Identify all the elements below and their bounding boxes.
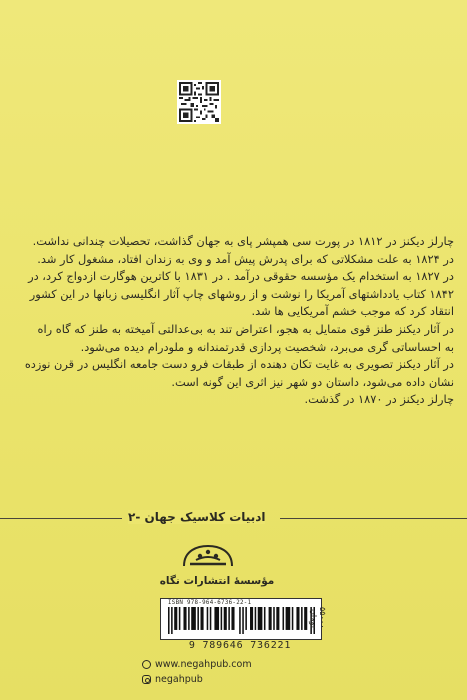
series-rule-left: [0, 518, 122, 519]
publisher-name: مؤسسهٔ انتشارات نگاه: [159, 575, 275, 587]
bio-line: انتقاد کرد که موجب خشم آمریکایی ها شد.: [251, 304, 454, 319]
bio-line: به احساساتی گری می‌برد، شخصیت پردازی قدرتمندانه و ملودرام دیده می‌شود.: [80, 339, 454, 354]
barcode-number: 9 789646 736221: [188, 640, 292, 651]
bio-line: چارلز دیکنز در ۱۸۷۰ در گذشت.: [304, 392, 454, 407]
isbn-label: ISBN 978-964-6736-22-1: [168, 600, 252, 606]
website-link[interactable]: www.negahpub.com: [155, 659, 252, 670]
website-row: [142, 659, 252, 670]
instagram-row: [142, 674, 203, 685]
price-label: ۵۵۰۰۰ تومان: [309, 607, 327, 629]
barcode: [168, 607, 315, 634]
bio-line: در آثار دیکنز تصویری به غایت تکان دهنده از طبقات فرو دست جامعه انگلیس در قرن نوزده: [24, 357, 454, 372]
qr-code: [177, 80, 221, 124]
bio-line: نشان داده می‌شود، داستان دو شهر نیز اثری این گونه است.: [171, 374, 454, 389]
bio-line: در ۱۸۲۴ به علت مشکلاتی که برای پدرش پیش آمد و وی به زندان افتاد، مشغول کار شد.: [37, 251, 454, 266]
instagram-icon: [142, 675, 151, 684]
series-rule-right: [280, 518, 467, 519]
bio-line: در ۱۸۲۷ به استخدام یک مؤسسه حقوقی درآمد . در ۱۸۳۱ با کاترین هوگارت ازدواج کرد، در: [28, 269, 454, 284]
globe-icon: [142, 660, 151, 669]
bio-line: چارلز دیکنز در ۱۸۱۲ در پورت سی همپشر پای به جهان گذاشت، تحصیلات چندانی نداشت.: [32, 234, 454, 248]
bio-line: ۱۸۴۲ کتاب یادداشتهای آمریکا را نوشت و از روشهای چاپ آثار انگلیسی زبانها در این کشور: [29, 286, 454, 301]
bio-line: در آثار دیکنز طنز قوی متمایل به هجو، اعتراض تند به بی‌عدالتی آمیخته به طنز که گاه راه: [37, 321, 454, 336]
instagram-handle[interactable]: negahpub: [155, 674, 203, 685]
publisher-logo: [178, 540, 238, 572]
series-label: ادبیات کلاسیک جهان -۲: [128, 510, 266, 524]
author-biography: [16, 233, 454, 409]
